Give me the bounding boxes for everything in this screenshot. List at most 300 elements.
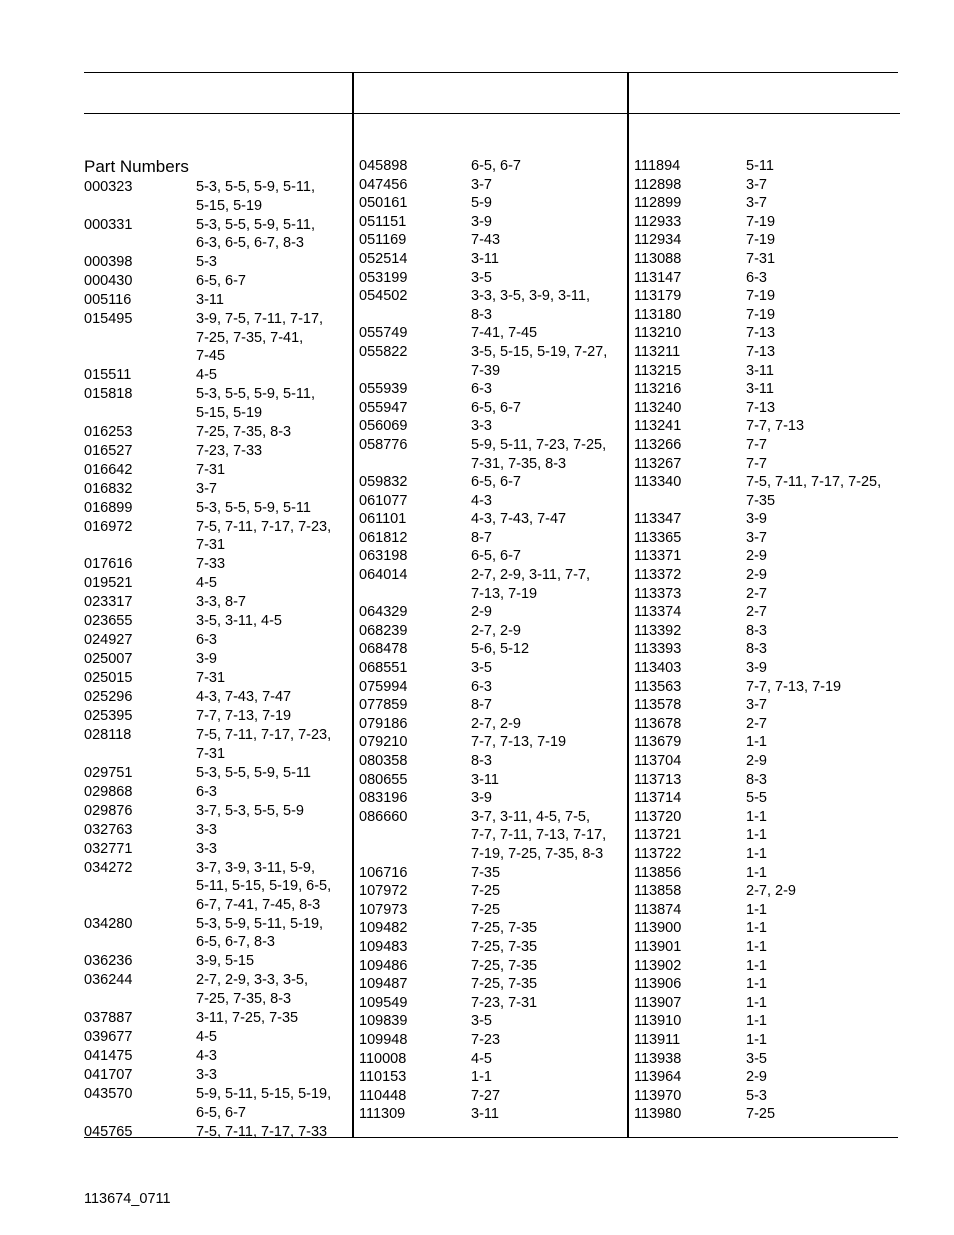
page-references: 3-3, 3-5, 3-9, 3-11, 8-3 (471, 288, 591, 323)
page-references: 2-7, 2-9 (471, 715, 521, 732)
page-references: 5-3, 5-5, 5-9, 5-11, 6-3, 6-5, 6-7, 8-3 (196, 216, 316, 252)
page-references: 7-23, 7-31 (471, 994, 538, 1011)
part-number: 113179 (634, 288, 682, 305)
part-number: 113266 (634, 436, 682, 453)
page-references: 1-1 (746, 734, 767, 751)
part-number: 061101 (359, 511, 407, 528)
page-references: 3-9 (746, 511, 767, 528)
index-entry (359, 1050, 625, 1069)
index-entry (84, 783, 350, 802)
page-references: 4-3, 7-43, 7-47 (196, 689, 292, 706)
part-number: 107973 (359, 901, 408, 918)
index-entry (634, 1087, 900, 1106)
index-entry (634, 696, 900, 715)
index-entry (359, 603, 625, 622)
part-number: 015495 (84, 311, 133, 328)
index-entry (634, 287, 900, 306)
part-number: 050161 (359, 195, 408, 212)
part-number: 110008 (359, 1050, 407, 1067)
part-number: 064014 (359, 567, 408, 584)
part-number: 015511 (84, 367, 132, 384)
index-entry (84, 764, 350, 783)
page-references: 1-1 (746, 901, 767, 918)
document-code: 113674_0711 (84, 1191, 171, 1207)
page-references: 3-11, 7-25, 7-35 (196, 1010, 299, 1027)
page-references: 2-9 (746, 548, 767, 565)
page-references: 1-1 (746, 808, 767, 825)
page-references: 7-35 (471, 864, 501, 881)
page-references: 7-13 (746, 343, 776, 360)
index-entry (84, 518, 350, 555)
part-number: 113365 (634, 529, 682, 546)
part-number: 058776 (359, 436, 408, 453)
part-number: 068551 (359, 660, 408, 677)
page-references: 7-5, 7-11, 7-17, 7-25, 7-35 (746, 474, 882, 509)
index-entry (359, 436, 625, 473)
part-number: 113856 (634, 864, 682, 881)
page-references: 3-7 (746, 176, 767, 193)
page-references: 7-23 (471, 1031, 501, 1048)
index-entry (634, 882, 900, 901)
page-references: 7-5, 7-11, 7-17, 7-33 (196, 1123, 328, 1140)
part-number: 023655 (84, 613, 133, 630)
part-number: 029876 (84, 802, 133, 819)
part-number: 047456 (359, 176, 408, 193)
page-references: 3-7, 3-9, 3-11, 5-9, 5-11, 5-15, 5-19, 6-5, 6-7, 7-41, 7-45, 8-3 (196, 859, 332, 913)
index-entry (359, 1087, 625, 1106)
index-entry (84, 1047, 350, 1066)
page-references: 7-13 (746, 325, 776, 342)
index-heading: Part Numbers (84, 157, 189, 176)
index-entry (634, 417, 900, 436)
index-entry (634, 715, 900, 734)
index-entry (634, 250, 900, 269)
part-number: 110153 (359, 1069, 407, 1086)
index-entry (84, 631, 350, 650)
page-references: 2-7, 2-9, 3-3, 3-5, 7-25, 7-35, 8-3 (196, 972, 309, 1008)
page-references: 7-25, 7-35 (471, 920, 538, 937)
header-top-rule (84, 72, 898, 73)
index-entry (634, 640, 900, 659)
page-references: 3-5 (471, 660, 492, 677)
page-references: 7-25 (746, 1106, 776, 1123)
index-entry (634, 957, 900, 976)
page-references: 3-9 (471, 790, 492, 807)
page-references: 7-31 (746, 250, 776, 267)
page-references: 2-9 (746, 1069, 767, 1086)
index-entry (84, 272, 350, 291)
part-number: 016972 (84, 518, 133, 535)
page-references: 3-3 (471, 418, 492, 435)
index-entry (359, 733, 625, 752)
index-entry (84, 442, 350, 461)
part-number: 113901 (634, 938, 682, 955)
page-references: 1-1 (746, 957, 767, 974)
part-number: 077859 (359, 697, 408, 714)
part-number: 045898 (359, 158, 408, 174)
part-number: 025015 (84, 670, 133, 687)
index-entry (359, 622, 625, 641)
part-number: 109549 (359, 994, 408, 1011)
page-references: 2-9 (746, 567, 767, 584)
page-references: 3-3 (196, 821, 217, 838)
index-entry (84, 423, 350, 442)
index-rows-2 (359, 157, 625, 1124)
part-number: 113678 (634, 715, 682, 732)
page-references: 2-7 (746, 715, 767, 732)
part-number: 109482 (359, 920, 408, 937)
page-references: 3-11 (471, 250, 499, 267)
part-number: 113874 (634, 901, 682, 918)
page-references: 7-7, 7-13, 7-19 (196, 708, 292, 725)
index-entry (634, 826, 900, 845)
part-number: 113347 (634, 511, 682, 528)
index-entry (634, 362, 900, 381)
index-entry (634, 845, 900, 864)
index-entry (634, 771, 900, 790)
part-number: 113240 (634, 399, 682, 416)
index-entry (84, 821, 350, 840)
page-references: 7-25, 7-35 (471, 976, 538, 993)
part-number: 063198 (359, 548, 408, 565)
index-entry (359, 1105, 625, 1124)
page-references: 7-13 (746, 399, 776, 416)
part-number: 113900 (634, 920, 682, 937)
page-references: 3-9 (471, 213, 492, 230)
page-references: 7-7, 7-13 (746, 418, 805, 435)
index-entry (84, 707, 350, 726)
part-number: 000323 (84, 179, 133, 195)
part-number: 036244 (84, 972, 133, 989)
index-entry (634, 380, 900, 399)
index-entry (359, 808, 625, 864)
page-references: 7-25, 7-35, 8-3 (196, 423, 292, 440)
part-number: 113147 (634, 269, 682, 286)
part-number: 017616 (84, 556, 133, 573)
page-references: 8-3 (746, 641, 767, 658)
page-references: 8-7 (471, 697, 492, 714)
index-entry (634, 1012, 900, 1031)
page-references: 4-5 (196, 367, 217, 384)
part-number: 055822 (359, 343, 408, 360)
column-divider-1 (352, 73, 354, 1138)
index-entry (359, 640, 625, 659)
page-references: 5-3, 5-9, 5-11, 5-19, 6-5, 6-7, 8-3 (196, 915, 324, 951)
part-number: 025007 (84, 651, 133, 668)
part-number: 113910 (634, 1013, 682, 1030)
index-entry (84, 310, 350, 366)
page-references: 1-1 (746, 920, 767, 937)
index-entry (634, 919, 900, 938)
index-entry (359, 417, 625, 436)
page-references: 6-3 (196, 783, 217, 800)
index-entry (634, 864, 900, 883)
index-entry (359, 157, 625, 176)
part-number: 113241 (634, 418, 682, 435)
index-entry (84, 1028, 350, 1047)
part-number: 113180 (634, 306, 682, 323)
part-number: 113938 (634, 1050, 682, 1067)
page-references: 7-27 (471, 1087, 501, 1104)
page-references: 2-9 (746, 753, 767, 769)
page-references: 7-7, 7-13, 7-19 (471, 734, 567, 751)
index-entry (84, 366, 350, 385)
header-bottom-rule (84, 113, 900, 114)
part-number: 109487 (359, 976, 408, 993)
page-references: 2-7, 2-9 (746, 883, 796, 900)
column-divider-2 (627, 73, 629, 1138)
page-references: 7-19 (746, 232, 776, 249)
page-references: 3-7 (746, 697, 767, 714)
part-number: 113907 (634, 994, 682, 1011)
index-entry (359, 343, 625, 380)
page-references: 4-3, 7-43, 7-47 (471, 511, 567, 528)
index-entry (84, 499, 350, 518)
index-entry (634, 436, 900, 455)
part-number: 109483 (359, 938, 408, 955)
index-entry (84, 802, 350, 821)
index-entry (634, 547, 900, 566)
part-number: 053199 (359, 269, 408, 286)
part-number: 113403 (634, 660, 682, 677)
index-entry (634, 659, 900, 678)
page-references: 3-7, 3-11, 4-5, 7-5, 7-7, 7-11, 7-13, 7-17, 7-19, 7-25, 7-35, 8-3 (471, 808, 607, 862)
index-entry (84, 1066, 350, 1085)
part-number: 045765 (84, 1123, 133, 1140)
index-entry (634, 808, 900, 827)
index-rows-3 (634, 157, 900, 1124)
index-entry (359, 864, 625, 883)
part-number: 113372 (634, 567, 682, 584)
part-number: 113722 (634, 845, 682, 862)
page-references: 1-1 (746, 994, 767, 1011)
index-entry (634, 343, 900, 362)
index-entry (84, 216, 350, 253)
page-references: 4-3 (196, 1047, 217, 1064)
page-references: 7-7 (746, 455, 767, 472)
page-references: 7-33 (196, 556, 226, 573)
part-number: 061812 (359, 529, 408, 546)
part-number: 113392 (634, 622, 682, 639)
page-references: 1-1 (746, 1013, 767, 1030)
page-references: 4-5 (196, 575, 217, 592)
part-number: 041475 (84, 1047, 133, 1064)
page-references: 5-11 (746, 158, 774, 174)
page-references: 2-7, 2-9, 3-11, 7-7, 7-13, 7-19 (471, 567, 591, 602)
part-number: 059832 (359, 474, 408, 491)
part-number: 000331 (84, 216, 133, 233)
page-references: 3-9 (196, 651, 217, 668)
page-references: 3-7 (746, 529, 767, 546)
page-references: 8-3 (471, 753, 492, 769)
part-number: 055947 (359, 399, 408, 416)
part-number: 068478 (359, 641, 408, 658)
page-references: 7-25, 7-35 (471, 938, 538, 955)
page-references: 1-1 (746, 938, 767, 955)
page-references: 2-7, 2-9 (471, 622, 521, 639)
part-number: 113911 (634, 1031, 681, 1048)
index-entry (359, 1068, 625, 1087)
page-references: 3-11 (196, 292, 224, 309)
page-references: 5-3, 5-5, 5-9, 5-11 (196, 499, 311, 516)
index-entry (84, 1123, 350, 1142)
index-entry (634, 1068, 900, 1087)
page-references: 3-9, 7-5, 7-11, 7-17, 7-25, 7-35, 7-41, 7-45 (196, 311, 324, 365)
part-number: 111309 (359, 1106, 406, 1123)
index-entry (634, 529, 900, 548)
part-number: 055939 (359, 381, 408, 398)
index-entry (359, 547, 625, 566)
index-entry (634, 994, 900, 1013)
index-entry (84, 859, 350, 915)
part-number: 112933 (634, 213, 682, 230)
index-entry (634, 1050, 900, 1069)
part-number: 056069 (359, 418, 408, 435)
index-entry (359, 957, 625, 976)
page-references: 8-3 (746, 622, 767, 639)
part-number: 113713 (634, 771, 682, 788)
index-entry (359, 287, 625, 324)
index-entry (84, 385, 350, 422)
page-references: 4-5 (196, 1029, 217, 1045)
index-column-2 (359, 157, 625, 1124)
index-entry (359, 269, 625, 288)
index-entry (359, 938, 625, 957)
page-references: 6-5, 6-7 (471, 474, 521, 491)
part-number: 113902 (634, 957, 682, 974)
page-references: 3-5 (471, 269, 492, 286)
index-entry (634, 622, 900, 641)
page-references: 3-7, 5-3, 5-5, 5-9 (196, 802, 304, 819)
part-number: 029868 (84, 783, 133, 800)
page-references: 3-7 (196, 480, 217, 497)
part-number: 113210 (634, 325, 682, 342)
part-number: 079186 (359, 715, 408, 732)
page-references: 3-9 (746, 660, 767, 677)
page-references: 7-31 (196, 461, 226, 478)
page-references: 2-9 (471, 604, 492, 621)
index-entry (359, 380, 625, 399)
index-entry (634, 752, 900, 771)
part-number: 051169 (359, 232, 407, 249)
part-number: 032771 (84, 840, 133, 857)
page-references: 3-5 (746, 1050, 767, 1067)
page-references: 5-3 (196, 254, 217, 271)
page-references: 7-7 (746, 436, 767, 453)
part-number: 019521 (84, 575, 133, 592)
index-entry (634, 473, 900, 510)
page-references: 4-5 (471, 1050, 492, 1067)
index-entry (634, 975, 900, 994)
page-references: 5-9, 5-11, 7-23, 7-25, 7-31, 7-35, 8-3 (471, 436, 607, 472)
part-number: 054502 (359, 288, 408, 305)
part-number: 037887 (84, 1010, 133, 1027)
index-entry (84, 688, 350, 707)
part-number: 113216 (634, 381, 682, 398)
index-column-1 (84, 157, 350, 1142)
page-references: 3-11 (746, 381, 774, 398)
part-number: 113858 (634, 883, 682, 900)
index-entry (634, 938, 900, 957)
part-number: 016527 (84, 442, 133, 459)
page-references: 7-5, 7-11, 7-17, 7-23, 7-31 (196, 727, 332, 762)
part-number: 064329 (359, 604, 408, 621)
page-references: 5-9 (471, 195, 492, 212)
page-references: 1-1 (746, 845, 767, 862)
part-number: 106716 (359, 864, 408, 881)
part-number: 029751 (84, 764, 133, 781)
index-entry (359, 901, 625, 920)
page-references: 3-5, 3-11, 4-5 (196, 613, 282, 630)
part-number: 113980 (634, 1106, 682, 1123)
index-entry (634, 678, 900, 697)
part-number: 112898 (634, 176, 682, 193)
index-entry (359, 659, 625, 678)
index-entry (84, 612, 350, 631)
part-number: 032763 (84, 821, 133, 838)
index-entry (84, 1009, 350, 1028)
index-entry (634, 901, 900, 920)
index-entry (359, 789, 625, 808)
page-references: 3-11 (746, 362, 774, 379)
index-entry (359, 678, 625, 697)
page-references: 5-3, 5-5, 5-9, 5-11 (196, 764, 311, 781)
index-entry (84, 574, 350, 593)
part-number: 083196 (359, 790, 408, 807)
index-rows-1 (84, 178, 350, 1141)
part-number: 113340 (634, 474, 682, 491)
part-number: 015818 (84, 386, 133, 403)
index-entry (359, 473, 625, 492)
index-entry (359, 492, 625, 511)
part-number: 113563 (634, 678, 682, 695)
page-references: 3-7 (746, 195, 767, 212)
page-references: 7-25, 7-35 (471, 957, 538, 974)
page-references: 7-43 (471, 232, 501, 249)
part-number: 080655 (359, 771, 408, 788)
part-number: 005116 (84, 292, 132, 309)
index-entry (634, 324, 900, 343)
part-number: 113714 (634, 790, 682, 807)
part-number: 112899 (634, 195, 682, 212)
part-number: 043570 (84, 1085, 133, 1102)
page-references: 5-3, 5-5, 5-9, 5-11, 5-15, 5-19 (196, 179, 316, 214)
index-entry (634, 510, 900, 529)
index-entry (359, 696, 625, 715)
index-entry (84, 555, 350, 574)
page-references: 4-3 (471, 492, 492, 509)
index-column-3 (634, 157, 900, 1124)
index-entry (634, 213, 900, 232)
part-number: 016899 (84, 499, 133, 516)
index-entry (359, 231, 625, 250)
index-entry (634, 1105, 900, 1124)
index-entry (84, 461, 350, 480)
part-number: 113267 (634, 455, 682, 472)
index-entry (359, 510, 625, 529)
page-references: 7-31 (196, 670, 226, 687)
page-references: 3-5, 5-15, 5-19, 7-27, 7-39 (471, 343, 608, 379)
part-number: 113393 (634, 641, 682, 658)
index-entry (359, 882, 625, 901)
page-references: 5-3, 5-5, 5-9, 5-11, 5-15, 5-19 (196, 386, 316, 421)
index-entry (634, 269, 900, 288)
index-entry (84, 915, 350, 952)
part-number: 025395 (84, 708, 133, 725)
page-references: 5-6, 5-12 (471, 641, 530, 658)
index-entry (634, 231, 900, 250)
index-entry (359, 529, 625, 548)
